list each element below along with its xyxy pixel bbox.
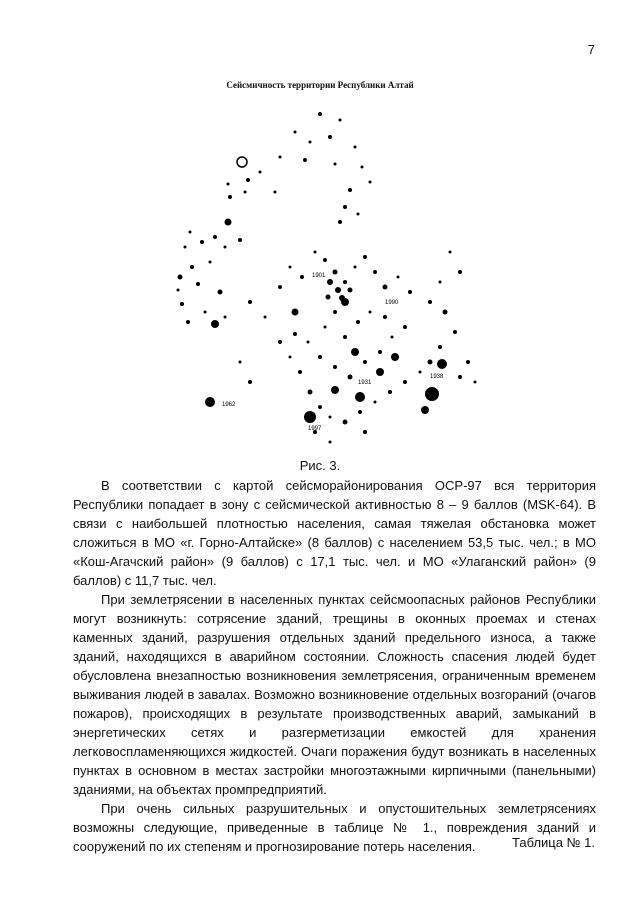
map-label: 1962 [222, 402, 236, 408]
paragraph: При очень сильных разрушительных и опустошительных землетрясениях возможны следующие, приведенные в таблице № 1., повреждения зданий и сооружений по их степеням и прогнозирование потерь населения. [73, 801, 596, 854]
seismicity-map-figure [130, 72, 510, 452]
map-label: 1990 [385, 300, 399, 306]
figure-caption: Рис. 3. [299, 458, 341, 473]
figure-title: Сейсмичность территории Республики Алтай [226, 80, 414, 90]
page-number: 7 [587, 42, 595, 57]
paragraph: В соответствии с картой сейсморайонирования ОСР-97 вся территория Республики попадает в зону с сейсмической активностью 8 – 9 баллов (MSK-64). В связи с наибольшей плотностью населения, самая тяжелая обстановка может сложиться в МО «г. Горно-Алтайске» (8 баллов) с населением 53,5 тыс. чел.; в МО «Кош-Агачский район» (9 баллов) с 17,1 тыс. чел. и МО «Улаганский район» (9 баллов) с 11,7 тыс. чел. [73, 478, 596, 588]
map-label: 1997 [308, 426, 322, 432]
body-text [73, 476, 596, 856]
map-label: 1901 [312, 273, 326, 279]
table-label: Таблица № 1. [512, 835, 595, 850]
seismicity-map [130, 72, 510, 452]
paragraph: При землетрясении в населенных пунктах сейсмоопасных районов Республики могут возникнуть: сотрясение зданий, трещины в оконных проемах и стенах каменных зданий, разрушения отдельных зданий предельного износа, а также зданий, находящихся в аварийном состоянии. Сложность спасения людей будет обусловлена внезапностью возникновения землетрясения, ограниченным временем выживания людей в завалах. Возможно возникновение отдельных возгораний (очагов пожаров), происходящих в результате производственных аварий, замыканий в энергетических сетях и разгерметизации емкостей для хранения легковоспламеняющихся жидкостей. Очаги поражения будут возникать в населенных пунктах в основном в местах застройки многоэтажными кирпичными (панельными) зданиями, на объектах промпредприятий. [73, 592, 596, 797]
map-label: 1931 [358, 380, 372, 386]
map-label: 1938 [430, 374, 444, 380]
